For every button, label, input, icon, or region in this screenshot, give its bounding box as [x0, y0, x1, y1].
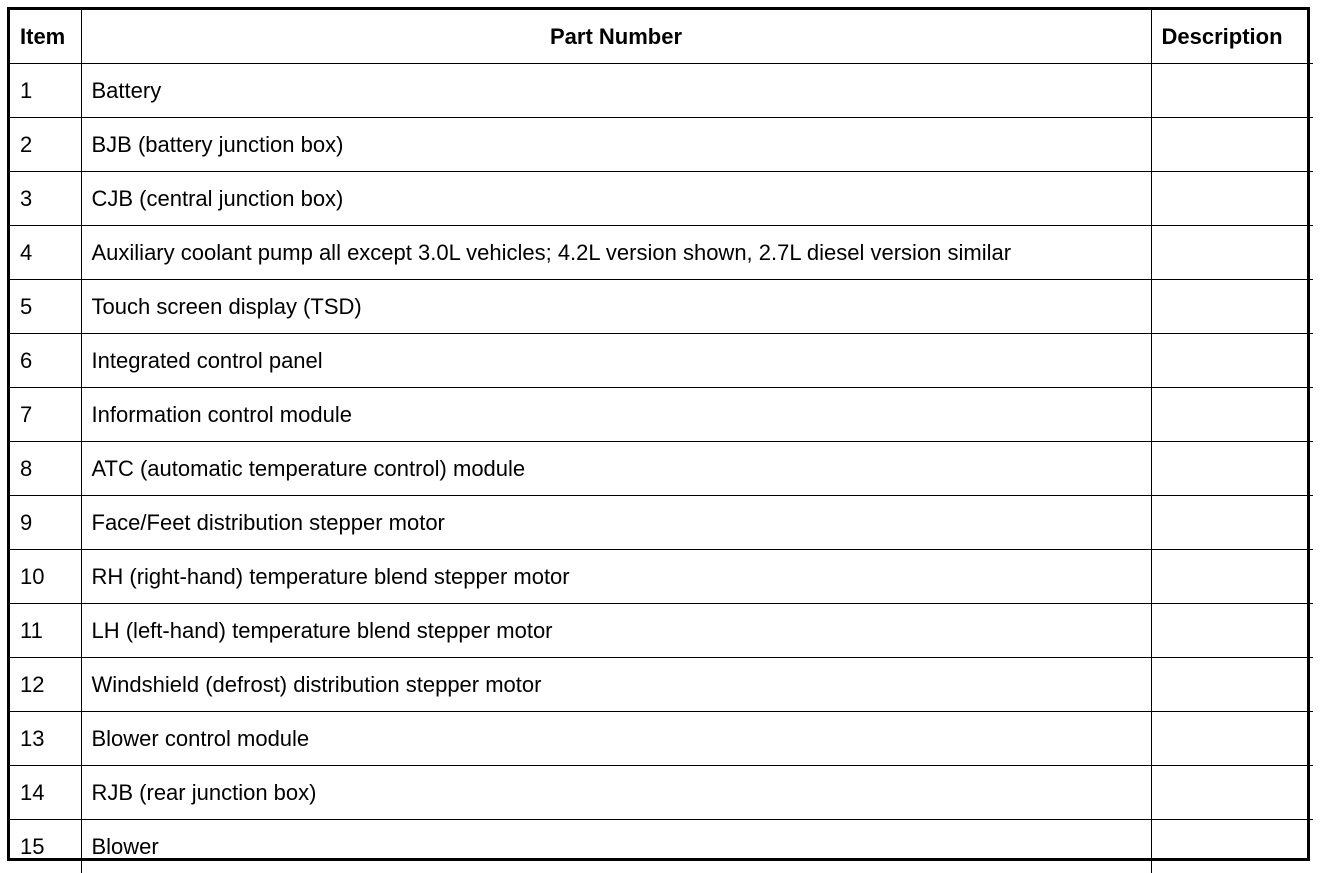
part-number-cell: BJB (battery junction box) [81, 118, 1151, 172]
table-row [10, 550, 1313, 604]
table-row [10, 658, 1313, 712]
description-cell [1151, 712, 1313, 766]
description-cell [1151, 334, 1313, 388]
table-row [10, 712, 1313, 766]
description-cell [1151, 442, 1313, 496]
item-cell: 12 [10, 658, 81, 712]
description-cell [1151, 64, 1313, 118]
table-row [10, 172, 1313, 226]
description-cell [1151, 820, 1313, 873]
header-description: Description [1151, 10, 1313, 64]
description-cell [1151, 118, 1313, 172]
table-row [10, 496, 1313, 550]
description-cell [1151, 172, 1313, 226]
description-cell [1151, 226, 1313, 280]
table-row [10, 334, 1313, 388]
description-cell [1151, 388, 1313, 442]
table-body [10, 64, 1313, 873]
part-number-cell: ATC (automatic temperature control) module [81, 442, 1151, 496]
part-number-cell: LH (left-hand) temperature blend stepper motor [81, 604, 1151, 658]
table-row [10, 64, 1313, 118]
item-cell: 10 [10, 550, 81, 604]
table-row [10, 766, 1313, 820]
part-number-cell: Touch screen display (TSD) [81, 280, 1151, 334]
item-cell: 11 [10, 604, 81, 658]
table-row [10, 820, 1313, 873]
header-part-number: Part Number [81, 10, 1151, 64]
part-number-cell: CJB (central junction box) [81, 172, 1151, 226]
table-row [10, 604, 1313, 658]
item-cell: 6 [10, 334, 81, 388]
description-cell [1151, 496, 1313, 550]
table-header-row [10, 10, 1313, 64]
part-number-cell: Auxiliary coolant pump all except 3.0L vehicles; 4.2L version shown, 2.7L diesel version similar [81, 226, 1151, 280]
description-cell [1151, 658, 1313, 712]
parts-table [10, 10, 1313, 873]
part-number-cell: Windshield (defrost) distribution stepper motor [81, 658, 1151, 712]
part-number-cell: RJB (rear junction box) [81, 766, 1151, 820]
part-number-cell: Information control module [81, 388, 1151, 442]
table-row [10, 442, 1313, 496]
item-cell: 1 [10, 64, 81, 118]
table-row [10, 388, 1313, 442]
item-cell: 2 [10, 118, 81, 172]
item-cell: 4 [10, 226, 81, 280]
part-number-cell: Integrated control panel [81, 334, 1151, 388]
part-number-cell: Battery [81, 64, 1151, 118]
item-cell: 15 [10, 820, 81, 873]
part-number-cell: Face/Feet distribution stepper motor [81, 496, 1151, 550]
description-cell [1151, 766, 1313, 820]
header-item: Item [10, 10, 81, 64]
description-cell [1151, 604, 1313, 658]
part-number-cell: Blower [81, 820, 1151, 873]
table-row [10, 280, 1313, 334]
description-cell [1151, 280, 1313, 334]
table-row [10, 118, 1313, 172]
part-number-cell: RH (right-hand) temperature blend stepper motor [81, 550, 1151, 604]
item-cell: 13 [10, 712, 81, 766]
item-cell: 7 [10, 388, 81, 442]
item-cell: 9 [10, 496, 81, 550]
part-number-cell: Blower control module [81, 712, 1151, 766]
item-cell: 8 [10, 442, 81, 496]
description-cell [1151, 550, 1313, 604]
parts-table-container [7, 7, 1310, 861]
item-cell: 14 [10, 766, 81, 820]
item-cell: 5 [10, 280, 81, 334]
item-cell: 3 [10, 172, 81, 226]
table-row [10, 226, 1313, 280]
